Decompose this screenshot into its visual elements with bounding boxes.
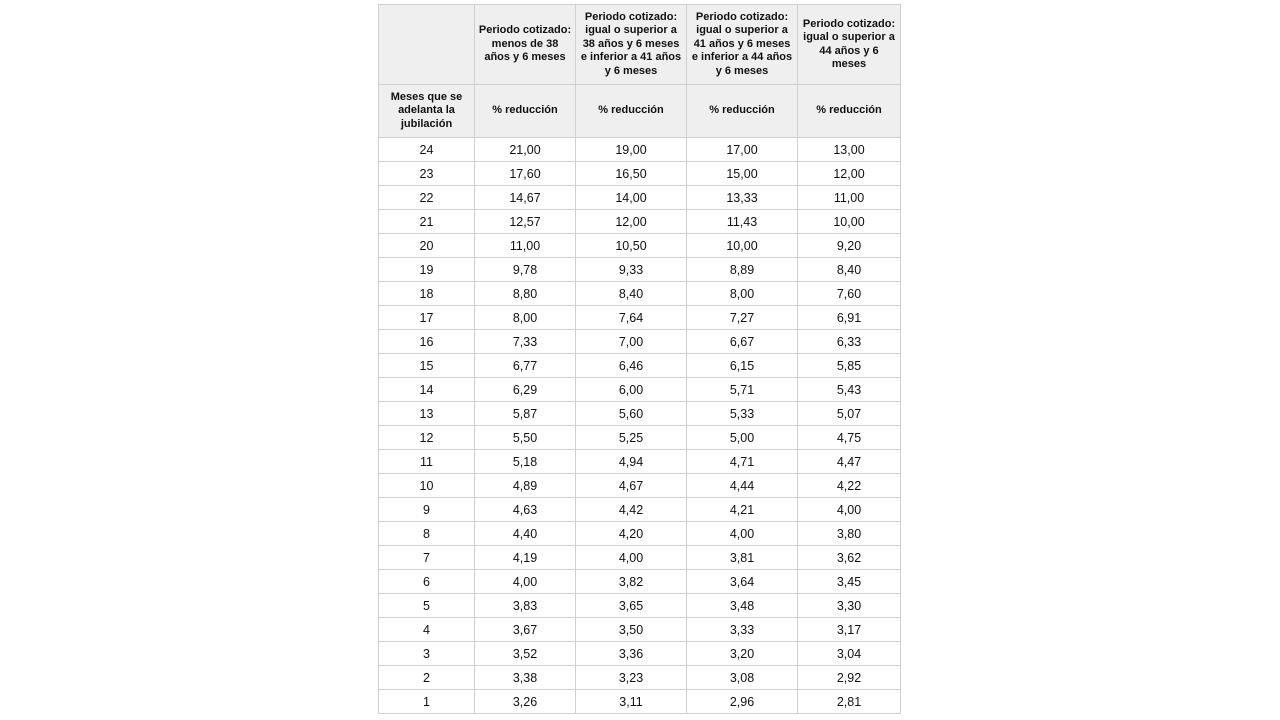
reduction-cell-period-2: 10,50 [576,234,687,258]
reduction-cell-period-2: 3,11 [576,690,687,714]
months-cell: 14 [379,378,475,402]
reduction-cell-period-4: 3,45 [798,570,901,594]
reduction-cell-period-2: 5,25 [576,426,687,450]
reduction-table-container [378,4,900,714]
header-reduction-col-1: % reducción [475,85,576,138]
months-cell: 16 [379,330,475,354]
months-cell: 11 [379,450,475,474]
reduction-cell-period-2: 4,42 [576,498,687,522]
reduction-cell-period-4: 9,20 [798,234,901,258]
months-cell: 15 [379,354,475,378]
table-row [379,498,901,522]
reduction-cell-period-1: 4,63 [475,498,576,522]
reduction-cell-period-3: 4,71 [687,450,798,474]
reduction-cell-period-1: 4,19 [475,546,576,570]
months-cell: 17 [379,306,475,330]
reduction-cell-period-2: 7,64 [576,306,687,330]
reduction-cell-period-4: 5,43 [798,378,901,402]
reduction-cell-period-4: 5,85 [798,354,901,378]
reduction-cell-period-2: 4,20 [576,522,687,546]
reduction-cell-period-1: 3,26 [475,690,576,714]
reduction-cell-period-2: 16,50 [576,162,687,186]
table-row [379,642,901,666]
reduction-cell-period-3: 2,96 [687,690,798,714]
reduction-cell-period-1: 11,00 [475,234,576,258]
reduction-cell-period-4: 4,47 [798,450,901,474]
table-row [379,138,901,162]
months-cell: 2 [379,666,475,690]
header-reduction-col-3: % reducción [687,85,798,138]
reduction-cell-period-4: 4,75 [798,426,901,450]
months-cell: 22 [379,186,475,210]
table-header [379,5,901,138]
reduction-cell-period-3: 6,15 [687,354,798,378]
reduction-cell-period-3: 3,08 [687,666,798,690]
reduction-cell-period-3: 5,00 [687,426,798,450]
table-row [379,162,901,186]
reduction-cell-period-1: 6,29 [475,378,576,402]
reduction-cell-period-4: 4,00 [798,498,901,522]
reduction-cell-period-1: 5,87 [475,402,576,426]
reduction-cell-period-1: 8,80 [475,282,576,306]
reduction-cell-period-4: 2,81 [798,690,901,714]
table-row [379,426,901,450]
table-row [379,330,901,354]
header-period-41-5-to-44-5: Periodo cotizado: igual o superior a 41 años y 6 meses e inferior a 44 años y 6 meses [687,5,798,85]
table-row [379,570,901,594]
months-cell: 10 [379,474,475,498]
reduction-cell-period-1: 3,38 [475,666,576,690]
table-row [379,234,901,258]
reduction-cell-period-4: 3,30 [798,594,901,618]
reduction-cell-period-4: 3,17 [798,618,901,642]
months-cell: 24 [379,138,475,162]
header-reduction-col-4: % reducción [798,85,901,138]
reduction-cell-period-4: 3,04 [798,642,901,666]
reduction-cell-period-3: 17,00 [687,138,798,162]
reduction-cell-period-1: 7,33 [475,330,576,354]
reduction-cell-period-4: 3,80 [798,522,901,546]
reduction-cell-period-3: 4,44 [687,474,798,498]
reduction-cell-period-4: 12,00 [798,162,901,186]
table-row [379,354,901,378]
header-reduction-col-2: % reducción [576,85,687,138]
months-cell: 9 [379,498,475,522]
reduction-cell-period-1: 6,77 [475,354,576,378]
months-cell: 8 [379,522,475,546]
reduction-cell-period-4: 3,62 [798,546,901,570]
reduction-cell-period-2: 3,82 [576,570,687,594]
reduction-cell-period-2: 4,94 [576,450,687,474]
reduction-cell-period-4: 2,92 [798,666,901,690]
table-row [379,378,901,402]
table-row [379,186,901,210]
reduction-cell-period-2: 6,00 [576,378,687,402]
reduction-cell-period-2: 6,46 [576,354,687,378]
reduction-cell-period-1: 9,78 [475,258,576,282]
reduction-cell-period-2: 12,00 [576,210,687,234]
table-row [379,474,901,498]
reduction-cell-period-1: 8,00 [475,306,576,330]
reduction-cell-period-3: 3,64 [687,570,798,594]
reduction-cell-period-1: 12,57 [475,210,576,234]
table-row [379,258,901,282]
reduction-cell-period-1: 14,67 [475,186,576,210]
reduction-cell-period-3: 3,48 [687,594,798,618]
months-cell: 5 [379,594,475,618]
header-corner-cell [379,5,475,85]
reduction-cell-period-4: 5,07 [798,402,901,426]
months-cell: 3 [379,642,475,666]
reduction-cell-period-3: 10,00 [687,234,798,258]
months-cell: 7 [379,546,475,570]
reduction-cell-period-3: 6,67 [687,330,798,354]
reduction-cell-period-2: 3,50 [576,618,687,642]
table-row [379,306,901,330]
months-cell: 19 [379,258,475,282]
reduction-cell-period-2: 19,00 [576,138,687,162]
reduction-cell-period-4: 7,60 [798,282,901,306]
header-period-under-38-5: Periodo cotizado: menos de 38 años y 6 meses [475,5,576,85]
reduction-cell-period-2: 14,00 [576,186,687,210]
reduction-cell-period-3: 4,21 [687,498,798,522]
reduction-cell-period-2: 7,00 [576,330,687,354]
header-period-44-5-plus: Periodo cotizado: igual o superior a 44 años y 6 meses [798,5,901,85]
reduction-cell-period-1: 21,00 [475,138,576,162]
reduction-cell-period-3: 4,00 [687,522,798,546]
reduction-cell-period-3: 3,20 [687,642,798,666]
reduction-cell-period-1: 3,83 [475,594,576,618]
reduction-cell-period-4: 6,33 [798,330,901,354]
months-cell: 6 [379,570,475,594]
reduction-cell-period-2: 3,23 [576,666,687,690]
reduction-cell-period-1: 4,00 [475,570,576,594]
months-cell: 18 [379,282,475,306]
reduction-cell-period-2: 5,60 [576,402,687,426]
reduction-cell-period-4: 10,00 [798,210,901,234]
months-cell: 4 [379,618,475,642]
table-row [379,210,901,234]
months-cell: 21 [379,210,475,234]
reduction-cell-period-3: 3,81 [687,546,798,570]
months-cell: 20 [379,234,475,258]
header-period-38-5-to-41-5: Periodo cotizado: igual o superior a 38 años y 6 meses e inferior a 41 años y 6 meses [576,5,687,85]
header-months-advanced: Meses que se adelanta la jubilación [379,85,475,138]
reduction-cell-period-2: 4,67 [576,474,687,498]
table-row [379,450,901,474]
reduction-cell-period-1: 5,50 [475,426,576,450]
reduction-cell-period-2: 8,40 [576,282,687,306]
table-row [379,522,901,546]
table-row [379,402,901,426]
reduction-cell-period-4: 8,40 [798,258,901,282]
months-cell: 1 [379,690,475,714]
header-row-periods [379,5,901,85]
reduction-cell-period-1: 4,40 [475,522,576,546]
reduction-cell-period-3: 5,33 [687,402,798,426]
header-row-units [379,85,901,138]
table-row [379,618,901,642]
reduction-cell-period-3: 13,33 [687,186,798,210]
reduction-cell-period-1: 3,67 [475,618,576,642]
reduction-cell-period-3: 8,00 [687,282,798,306]
reduction-cell-period-1: 3,52 [475,642,576,666]
reduction-cell-period-3: 7,27 [687,306,798,330]
reduction-cell-period-3: 5,71 [687,378,798,402]
reduction-cell-period-1: 5,18 [475,450,576,474]
months-cell: 23 [379,162,475,186]
months-cell: 12 [379,426,475,450]
reduction-cell-period-3: 11,43 [687,210,798,234]
reduction-cell-period-2: 3,65 [576,594,687,618]
reduction-cell-period-3: 8,89 [687,258,798,282]
table-body [379,138,901,714]
reduction-table [378,4,901,714]
reduction-cell-period-3: 15,00 [687,162,798,186]
reduction-cell-period-1: 17,60 [475,162,576,186]
reduction-cell-period-2: 4,00 [576,546,687,570]
reduction-cell-period-4: 11,00 [798,186,901,210]
reduction-cell-period-2: 9,33 [576,258,687,282]
table-row [379,666,901,690]
table-row [379,282,901,306]
reduction-cell-period-3: 3,33 [687,618,798,642]
table-row [379,546,901,570]
table-row [379,594,901,618]
reduction-cell-period-4: 4,22 [798,474,901,498]
reduction-cell-period-2: 3,36 [576,642,687,666]
table-row [379,690,901,714]
months-cell: 13 [379,402,475,426]
reduction-cell-period-4: 13,00 [798,138,901,162]
reduction-cell-period-1: 4,89 [475,474,576,498]
reduction-cell-period-4: 6,91 [798,306,901,330]
